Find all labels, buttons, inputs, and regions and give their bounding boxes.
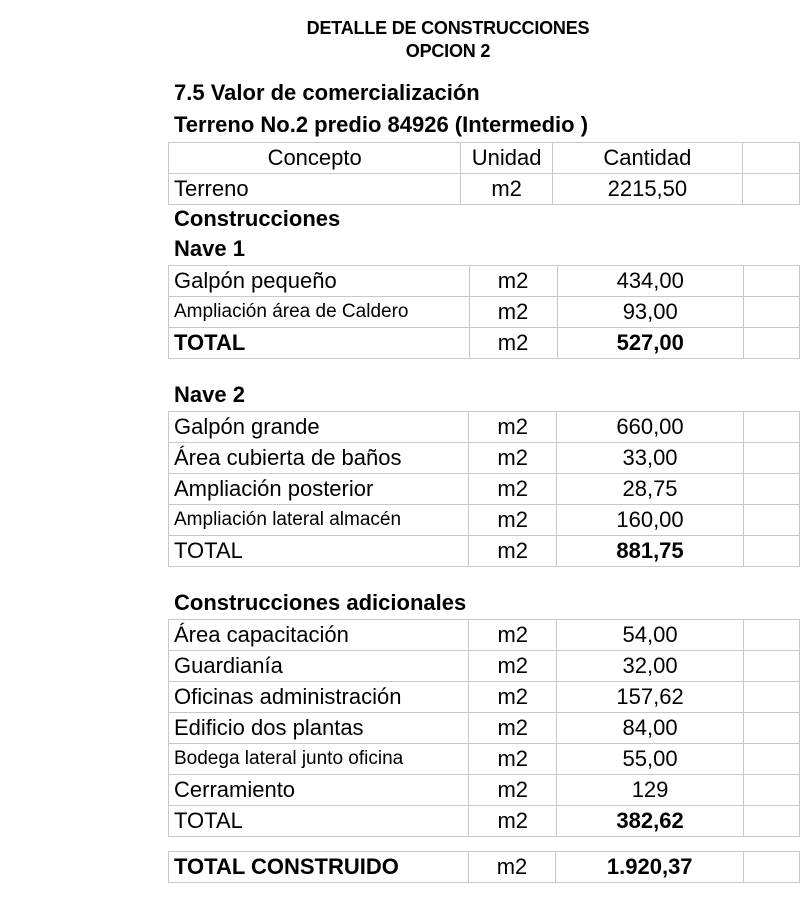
extra-cell	[743, 412, 799, 443]
table-header-row	[169, 143, 800, 174]
extra-cell	[743, 620, 799, 651]
grand-total-row	[169, 852, 800, 883]
grand-total-label: TOTAL CONSTRUIDO	[169, 852, 469, 883]
terreno-cantidad: 2215,50	[552, 174, 742, 205]
row-unidad: m2	[469, 266, 557, 297]
row-unidad: m2	[469, 505, 557, 536]
row-unidad: m2	[469, 474, 557, 505]
row-cantidad: 157,62	[557, 682, 744, 713]
extra-cell	[743, 775, 799, 806]
row-concepto: Cerramiento	[169, 775, 469, 806]
total-unidad: m2	[469, 806, 557, 837]
row-cantidad: 160,00	[557, 505, 744, 536]
row-cantidad: 93,00	[557, 297, 743, 328]
row-unidad: m2	[469, 775, 557, 806]
extra-cell	[742, 174, 799, 205]
nave1-table	[168, 265, 800, 359]
total-label: TOTAL	[169, 536, 469, 567]
row-concepto: Guardianía	[169, 651, 469, 682]
table-row	[169, 266, 800, 297]
row-concepto: Área cubierta de baños	[169, 443, 469, 474]
row-concepto: Ampliación área de Caldero	[169, 297, 470, 328]
nave1-title: Nave 1	[174, 236, 245, 261]
grand-total-unidad: m2	[468, 852, 556, 883]
table-row	[169, 775, 800, 806]
table-row	[169, 505, 800, 536]
table-row	[169, 620, 800, 651]
extra-cell	[743, 266, 799, 297]
row-unidad: m2	[469, 620, 557, 651]
terreno-concepto: Terreno	[169, 174, 461, 205]
table-row	[169, 713, 800, 744]
header-unidad: Unidad	[461, 143, 553, 174]
total-cantidad: 527,00	[557, 328, 743, 359]
extra-cell	[743, 651, 799, 682]
adicionales-table	[168, 619, 800, 837]
row-concepto: Ampliación posterior	[169, 474, 469, 505]
total-row	[169, 806, 800, 837]
table-row	[169, 651, 800, 682]
terrain-title: Terreno No.2 predio 84926 (Intermedio )	[174, 112, 589, 137]
total-unidad: m2	[469, 328, 557, 359]
table-row	[169, 474, 800, 505]
row-concepto: Bodega lateral junto oficina	[169, 744, 469, 775]
row-unidad: m2	[469, 651, 557, 682]
construcciones-title: Construcciones	[174, 206, 341, 231]
row-cantidad: 55,00	[557, 744, 744, 775]
total-label: TOTAL	[169, 806, 469, 837]
extra-cell	[743, 806, 799, 837]
nave2-table	[168, 411, 800, 567]
row-unidad: m2	[469, 744, 557, 775]
row-concepto: Edificio dos plantas	[169, 713, 469, 744]
terreno-table	[168, 142, 800, 205]
row-unidad: m2	[469, 443, 557, 474]
row-unidad: m2	[469, 412, 557, 443]
row-cantidad: 33,00	[557, 443, 744, 474]
section-title: 7.5 Valor de comercialización	[174, 80, 480, 105]
table-row	[169, 682, 800, 713]
row-cantidad: 434,00	[557, 266, 743, 297]
document-subtitle: OPCION 2	[405, 41, 491, 61]
extra-cell	[743, 505, 799, 536]
terreno-unidad: m2	[461, 174, 553, 205]
extra-cell	[743, 713, 799, 744]
row-cantidad: 32,00	[557, 651, 744, 682]
document-title: DETALLE DE CONSTRUCCIONES	[306, 18, 590, 38]
table-row	[169, 412, 800, 443]
adicionales-title: Construcciones adicionales	[174, 590, 467, 615]
row-concepto: Ampliación lateral almacén	[169, 505, 469, 536]
extra-cell	[743, 536, 799, 567]
row-concepto: Área capacitación	[169, 620, 469, 651]
extra-cell	[743, 443, 799, 474]
table-row	[169, 443, 800, 474]
grand-total-cantidad: 1.920,37	[556, 852, 744, 883]
total-cantidad: 382,62	[557, 806, 744, 837]
table-row	[169, 297, 800, 328]
total-cantidad: 881,75	[557, 536, 744, 567]
row-concepto: Oficinas administración	[169, 682, 469, 713]
extra-cell	[744, 852, 800, 883]
table-row	[169, 174, 800, 205]
total-construido-table	[168, 851, 800, 883]
row-cantidad: 28,75	[557, 474, 744, 505]
total-row	[169, 536, 800, 567]
row-unidad: m2	[469, 682, 557, 713]
extra-cell	[743, 474, 799, 505]
row-unidad: m2	[469, 297, 557, 328]
row-cantidad: 84,00	[557, 713, 744, 744]
total-label: TOTAL	[169, 328, 470, 359]
row-cantidad: 54,00	[557, 620, 744, 651]
extra-cell	[743, 297, 799, 328]
extra-cell	[743, 328, 799, 359]
header-cantidad: Cantidad	[552, 143, 742, 174]
row-cantidad: 660,00	[557, 412, 744, 443]
row-unidad: m2	[469, 713, 557, 744]
row-concepto: Galpón pequeño	[169, 266, 470, 297]
header-concepto: Concepto	[169, 143, 461, 174]
table-row	[169, 744, 800, 775]
row-concepto: Galpón grande	[169, 412, 469, 443]
extra-cell	[743, 682, 799, 713]
extra-cell	[743, 744, 799, 775]
row-cantidad: 129	[557, 775, 744, 806]
total-row	[169, 328, 800, 359]
total-unidad: m2	[469, 536, 557, 567]
header-extra-cell	[742, 143, 799, 174]
nave2-title: Nave 2	[174, 382, 245, 407]
